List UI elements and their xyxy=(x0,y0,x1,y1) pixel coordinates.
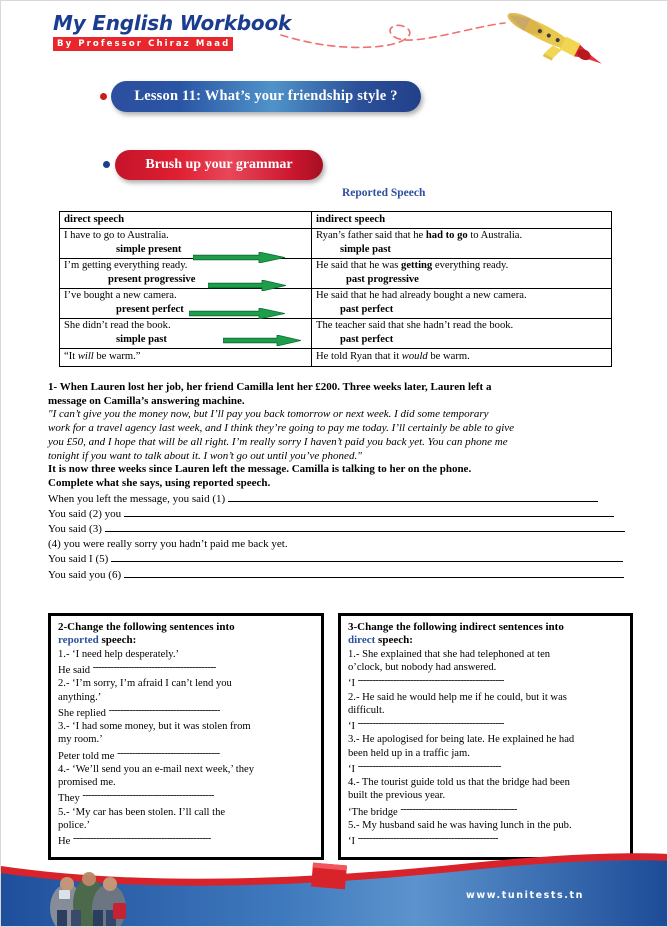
answer-prefix: ‘I xyxy=(348,721,358,733)
answer-prefix: (4) you were really sorry you hadn’t paid me back yet. xyxy=(48,537,288,550)
logo-title: My English Workbook xyxy=(53,11,292,35)
answer-row xyxy=(48,551,648,566)
answer-blank[interactable]: ------------------------------------------------- xyxy=(357,760,502,772)
exercise-prompt: 5.- ‘My car has been stolen. I’ll call the xyxy=(58,806,226,818)
logo-subtitle: By Professor Chiraz Maad xyxy=(53,37,233,51)
ex2-title-keyword: reported xyxy=(58,634,99,647)
footer-banner xyxy=(1,848,668,926)
ind5-post: be warm. xyxy=(427,351,470,362)
exercise-answer-row xyxy=(58,789,315,805)
grammar-table xyxy=(59,211,612,367)
answer-row xyxy=(48,521,648,536)
exercise-prompt: 4.- ‘We’ll send you an e-mail next week,’ they xyxy=(58,764,255,776)
lesson-title-pill: Lesson 11: What’s your friendship style ? xyxy=(111,81,421,112)
answer-blank[interactable]: ------------------------------------------ xyxy=(92,662,216,674)
answer-blank[interactable]: ----------------------------------- xyxy=(117,747,220,759)
exercise-2-box xyxy=(48,613,324,860)
direct-sentence-2: I’m getting everything ready. xyxy=(64,260,188,271)
grammar-bullet xyxy=(103,161,110,168)
ind-pre-1: Ryan’s father said that he xyxy=(316,230,426,241)
answer-prefix: ‘I xyxy=(348,764,358,776)
table-row xyxy=(60,349,612,367)
direct-sentence-3: I’ve bought a new camera. xyxy=(64,290,177,301)
table-row xyxy=(60,259,612,289)
direct-sentence-5 xyxy=(64,349,307,365)
exercise-prompt: 2.- ‘I’m sorry, I’m afraid I can’t lend you xyxy=(58,678,232,690)
exercise-answer-row xyxy=(58,661,315,677)
direct-tense-4: simple past xyxy=(116,334,167,345)
indirect-sentence-4: The teacher said that she hadn’t read the book. xyxy=(316,320,514,331)
exercise-prompt: difficult. xyxy=(348,704,385,716)
exercise-prompt: 1.- ‘I need help desperately.’ xyxy=(58,648,180,660)
answer-blank[interactable]: -------------------------------------- xyxy=(108,704,220,716)
answer-blank[interactable] xyxy=(124,567,624,578)
ex2-title xyxy=(58,621,315,648)
direct-tense-2: present progressive xyxy=(108,274,196,285)
indirect-tense-3: past perfect xyxy=(340,304,394,315)
ex1-note-line2: Complete what she says, using reported speech. xyxy=(48,476,271,489)
brand-logo xyxy=(53,13,293,51)
exercise-prompt: 3.- He apologised for being late. He explained he had xyxy=(348,734,575,746)
exercise-prompt: my room.’ xyxy=(58,734,103,746)
ex1-quote-line3: you £50, and I hope that will be all right. I’m really sorry I haven’t paid you back yet. You can phone me xyxy=(48,435,508,448)
answer-prefix: Peter told me xyxy=(58,750,118,762)
page-header xyxy=(1,1,668,71)
ex2-title-pre: 2-Change the following sentences into xyxy=(58,621,235,633)
ind5-italic: would xyxy=(401,351,428,362)
cell-indirect-3 xyxy=(312,289,612,319)
ex2-body xyxy=(58,648,315,849)
cell-indirect-1 xyxy=(312,229,612,259)
header-direct-speech: direct speech xyxy=(60,212,312,229)
exercise-prompt: 3.- ‘I had some money, but it was stolen from xyxy=(58,721,251,733)
ind-post-2: everything ready. xyxy=(432,260,509,271)
exercise-prompt: 4.- The tourist guide told us that the bridge had been xyxy=(348,777,570,789)
answer-prefix: He said xyxy=(58,665,93,677)
indirect-tense-4: past perfect xyxy=(340,334,394,345)
exercise-prompt: o’clock, but nobody had answered. xyxy=(348,662,497,674)
exercise-answer-row xyxy=(348,717,624,733)
exercise-3-box xyxy=(338,613,633,860)
ex1-intro-line1: 1- When Lauren lost her job, her friend Camilla lent her £200. Three weeks later, Lauren left a xyxy=(48,381,492,393)
answer-prefix: You said (3) xyxy=(48,523,102,536)
dashed-flight-path-icon xyxy=(277,9,507,55)
exercise-prompt: built the previous year. xyxy=(348,790,446,802)
cell-direct-5 xyxy=(60,349,312,367)
dir5-pre: “It xyxy=(64,351,78,362)
cell-indirect-2 xyxy=(312,259,612,289)
exercise-prompt: 5.- My husband said he was having lunch in the pub. xyxy=(348,820,572,832)
cell-indirect-5 xyxy=(312,349,612,367)
answer-blank[interactable]: -------------------------------------------------- xyxy=(357,718,505,730)
answer-blank[interactable]: --------------------------------------------- xyxy=(82,790,215,802)
ind5-pre: He told Ryan that it xyxy=(316,351,402,362)
exercise-prompt: police.’ xyxy=(58,820,91,832)
ex2-title-post: speech: xyxy=(98,634,137,647)
exercise-prompt: promised me. xyxy=(58,777,116,789)
exercise-prompt: 1.- She explained that she had telephoned at ten xyxy=(348,648,551,660)
direct-tense-3: present perfect xyxy=(116,304,184,315)
red-banner-icon xyxy=(311,863,347,890)
answer-blank[interactable]: -------------------------------------------------- xyxy=(357,675,505,687)
answer-prefix: ‘I xyxy=(348,678,358,690)
rocket-icon xyxy=(495,13,615,71)
answer-blank[interactable] xyxy=(228,491,598,502)
direct-sentence-4: She didn’t read the book. xyxy=(64,320,171,331)
indirect-sentence-3: He said that he had already bought a new camera. xyxy=(316,290,527,301)
indirect-tense-2: past progressive xyxy=(346,274,419,285)
exercise-1 xyxy=(48,381,648,582)
exercise-prompt: 2.- He said he would help me if he could, but it was xyxy=(348,691,567,703)
ind-pre-2: He said that he was xyxy=(316,260,402,271)
exercise-answer-row xyxy=(348,760,624,776)
table-row xyxy=(60,319,612,349)
ex3-title xyxy=(348,621,624,648)
answer-prefix: She replied xyxy=(58,708,109,720)
ex1-quote-line2: work for a travel agency last week, and I think they’re going to pay me today. I’ll certainly be able to give xyxy=(48,421,515,434)
answer-prefix: You said I (5) xyxy=(48,553,109,566)
transform-arrow-icon xyxy=(208,280,286,291)
answer-blank[interactable] xyxy=(111,551,623,562)
ex1-quote-line1: "I can’t give you the money now, but I’ll pay you back tomorrow or next week. I did some temporary xyxy=(48,408,489,421)
ex1-note-line1: It is now three weeks since Lauren left the message. Camilla is talking to her on the phone. xyxy=(48,463,472,476)
footer-url[interactable]: www.tunitests.tn xyxy=(466,890,585,901)
students-photo xyxy=(50,872,126,926)
dir5-italic: will xyxy=(77,351,94,362)
ex3-body xyxy=(348,648,624,849)
answer-blank[interactable]: ------------------------------------------------ xyxy=(357,833,499,845)
transform-arrow-icon xyxy=(193,252,285,263)
answer-blank[interactable] xyxy=(124,506,614,517)
answer-prefix: ‘I xyxy=(348,836,358,848)
ind-post-1: to Australia. xyxy=(467,230,523,241)
exercise-prompt: been held up in a traffic jam. xyxy=(348,747,470,759)
header-indirect-speech: indirect speech xyxy=(312,212,612,229)
page-footer xyxy=(1,848,668,926)
exercise-answer-row xyxy=(58,832,315,848)
grammar-section-pill: Brush up your grammar xyxy=(115,150,323,180)
indirect-sentence-1 xyxy=(316,229,607,243)
indirect-sentence-5 xyxy=(316,349,607,365)
answer-row xyxy=(48,491,648,506)
indirect-tense-1: simple past xyxy=(340,244,391,255)
ex3-title-post: speech: xyxy=(375,634,413,647)
direct-tense-1: simple present xyxy=(116,244,182,255)
exercise-answer-row xyxy=(58,747,315,763)
answer-prefix: They xyxy=(58,793,83,805)
exercise-answer-row xyxy=(348,803,624,819)
cell-indirect-4 xyxy=(312,319,612,349)
transform-arrow-icon xyxy=(189,308,285,319)
answer-blank[interactable]: ----------------------------------------------- xyxy=(73,833,211,845)
ex3-title-pre: 3-Change the following indirect sentences into xyxy=(348,621,564,633)
ex1-quote-line4: tonight if you want to talk about it. I won’t go out until you’ve phoned." xyxy=(48,449,362,462)
transform-arrow-icon xyxy=(223,335,301,346)
answer-prefix: ‘The bridge xyxy=(348,806,401,818)
dir5-post: be warm.” xyxy=(93,351,141,362)
answer-prefix: When you left the message, you said (1) xyxy=(48,492,226,505)
section-caption: Reported Speech xyxy=(342,187,426,199)
answer-row xyxy=(48,537,648,551)
answer-row xyxy=(48,506,648,521)
answer-prefix: He xyxy=(58,836,74,848)
ex1-intro-line2: message on Camilla’s answering machine. xyxy=(48,394,245,407)
direct-sentence-1: I have to go to Australia. xyxy=(64,230,169,241)
table-row xyxy=(60,229,612,259)
answer-prefix: You said you (6) xyxy=(48,568,122,581)
table-header-row xyxy=(60,212,612,229)
exercise-prompt: anything.’ xyxy=(58,691,102,703)
exercise-answer-row xyxy=(348,674,624,690)
answer-blank[interactable] xyxy=(105,521,625,532)
exercise-answer-row xyxy=(58,704,315,720)
exercise-answer-row xyxy=(348,832,624,848)
answer-blank[interactable]: ---------------------------------------- xyxy=(400,803,518,815)
answer-prefix: You said (2) you xyxy=(48,507,122,520)
ind-bold-1: had to go xyxy=(425,230,468,241)
ind-bold-2: getting xyxy=(401,260,433,271)
indirect-sentence-2 xyxy=(316,259,607,273)
lesson-bullet xyxy=(100,93,107,100)
ex3-title-keyword: direct xyxy=(348,634,376,647)
answer-row xyxy=(48,567,648,582)
table-row xyxy=(60,289,612,319)
